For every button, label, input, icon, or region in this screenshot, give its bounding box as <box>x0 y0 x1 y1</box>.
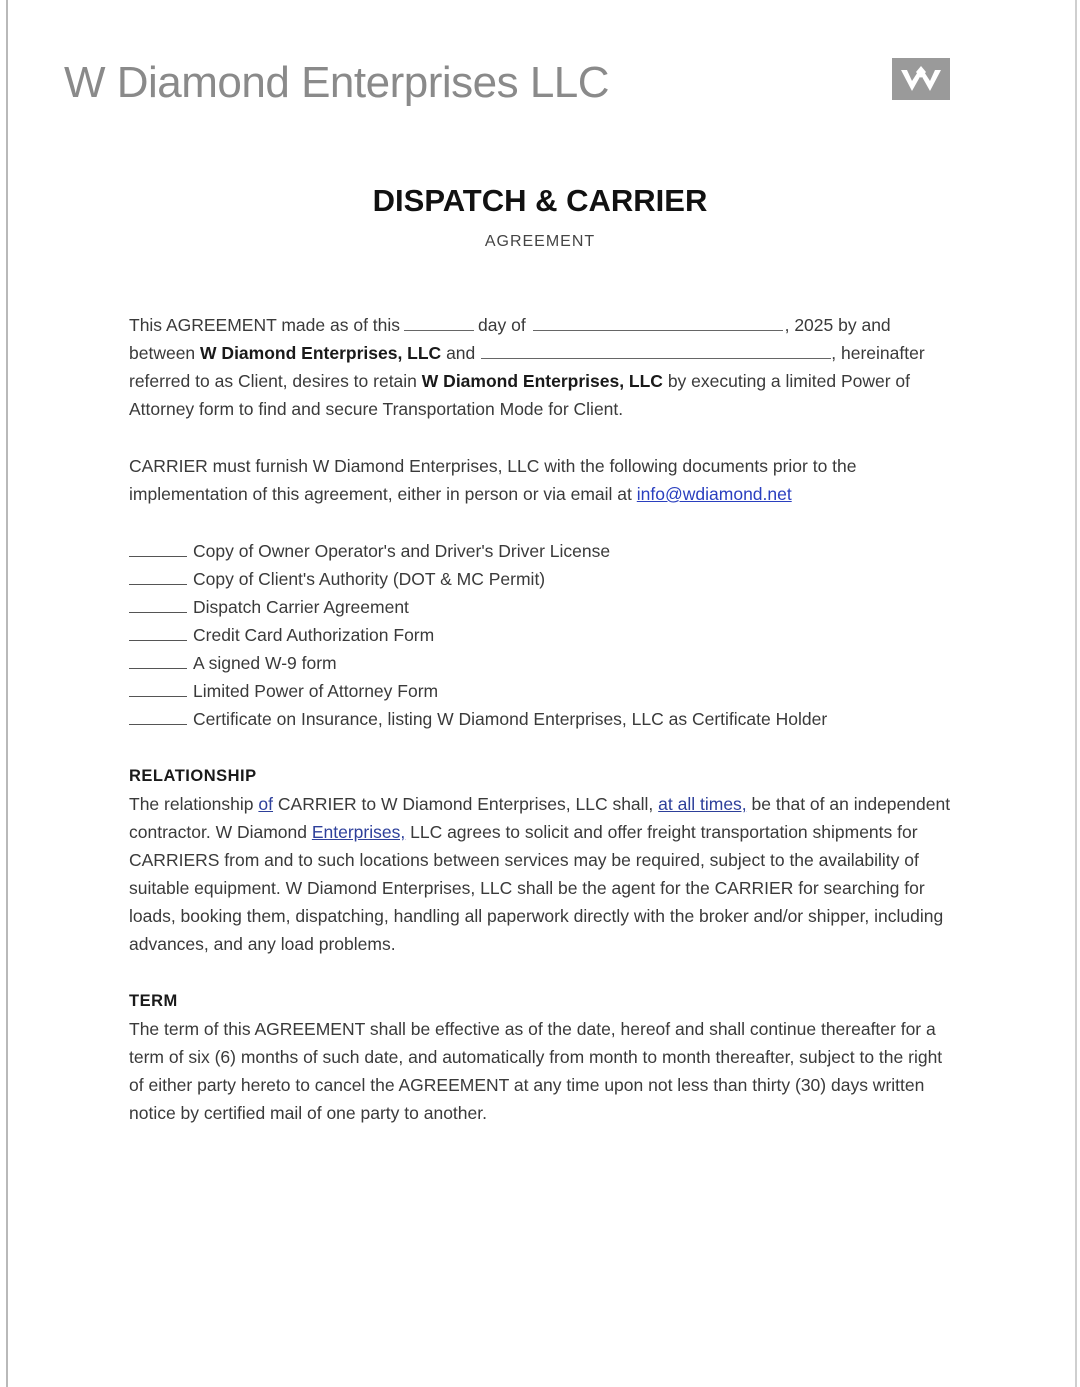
list-item-text: A signed W-9 form <box>193 653 337 673</box>
month-blank <box>533 316 783 331</box>
term-paragraph: The term of this AGREEMENT shall be effective as of the date, hereof and shall continue thereafter for a term of six (6) months of such date, and automatically from month to month thereafter, subject to the right of either party hereto to cancel the AGREEMENT at any time upon not less than thirty (30) days written notice by certified mail of one party to another. <box>129 1019 943 1123</box>
list-item <box>129 649 951 677</box>
documents-intro-paragraph <box>129 452 951 508</box>
document-body <box>129 311 951 1127</box>
relationship-heading: RELATIONSHIP <box>129 767 257 785</box>
checklist-blank <box>129 598 187 613</box>
tracked-change: at all times, <box>658 794 747 814</box>
day-blank <box>404 316 474 331</box>
email-link[interactable]: info@wdiamond.net <box>636 484 792 504</box>
document-subtitle: AGREEMENT <box>484 233 596 250</box>
intro-text: day of <box>478 315 526 335</box>
relationship-text: LLC agrees to solicit and offer freight transportation shipments for CARRIERS from and to such locations between services may be required, subject to the availability of suitable equipment. W Diamond Enterprises, LLC shall be the agent for the CARRIER for searching for loads, booking them, dispatching, handling all paperwork directly with the broker and/or shipper, including advances, and any load problems. <box>129 822 944 954</box>
intro-paragraph: This AGREEMENT made as of this day of , 2025 by and between W Diamond Enterprises, LLC and , hereinafter referred to as Client, desires to retain W Diamond Enterprises, LLC by executing a limited Power of Attorney form to find and secure Transportation Mode for Client. <box>129 315 925 419</box>
intro-text: , 2025 by and between <box>129 315 891 363</box>
list-item <box>129 705 951 733</box>
list-item-text: Copy of Client's Authority (DOT & MC Permit) <box>193 569 546 589</box>
intro-text: This AGREEMENT made as of this <box>129 315 401 335</box>
company-bold-text: W Diamond Enterprises, LLC <box>421 371 663 391</box>
term-heading: TERM <box>129 992 178 1010</box>
relationship-text: CARRIER to W Diamond Enterprises, LLC shall, <box>277 794 654 814</box>
list-item <box>129 565 951 593</box>
documents-intro-text: CARRIER must furnish W Diamond Enterprises, LLC with the following documents prior to the implementation of this agreement, either in person or via email at <box>129 456 857 504</box>
w-diamond-logo-icon <box>892 58 950 100</box>
relationship-text: The relationship <box>129 794 254 814</box>
list-item <box>129 677 951 705</box>
list-item-text: Certificate on Insurance, listing W Diamond Enterprises, LLC as Certificate Holder <box>193 709 828 729</box>
checklist-blank <box>129 710 187 725</box>
list-item-text: Limited Power of Attorney Form <box>193 681 439 701</box>
intro-text: and <box>446 343 476 363</box>
list-item <box>129 621 951 649</box>
tracked-change: Enterprises, <box>311 822 406 842</box>
checklist-blank <box>129 682 187 697</box>
document-title: DISPATCH & CARRIER <box>372 183 708 218</box>
list-item-text: Dispatch Carrier Agreement <box>193 597 409 617</box>
company-bold-text: W Diamond Enterprises, LLC <box>200 343 442 363</box>
relationship-paragraph <box>129 790 951 958</box>
checklist-blank <box>129 626 187 641</box>
company-name: W Diamond Enterprises LLC <box>64 58 610 107</box>
client-name-blank <box>481 344 831 359</box>
tracked-change: of <box>258 794 274 814</box>
list-item-text: Copy of Owner Operator's and Driver's Driver License <box>193 541 611 561</box>
list-item <box>129 593 951 621</box>
documents-checklist <box>129 537 951 733</box>
intro-text: by executing a limited Power of Attorney form to find and secure Transportation Mode for Client. <box>129 371 911 419</box>
list-item <box>129 537 951 565</box>
checklist-blank <box>129 542 187 557</box>
relationship-text: be that of an independent contractor. W Diamond <box>129 794 951 842</box>
checklist-blank <box>129 570 187 585</box>
checklist-blank <box>129 654 187 669</box>
intro-text: hereinafter referred to as Client, desires to retain <box>129 343 925 391</box>
list-item-text: Credit Card Authorization Form <box>193 625 435 645</box>
